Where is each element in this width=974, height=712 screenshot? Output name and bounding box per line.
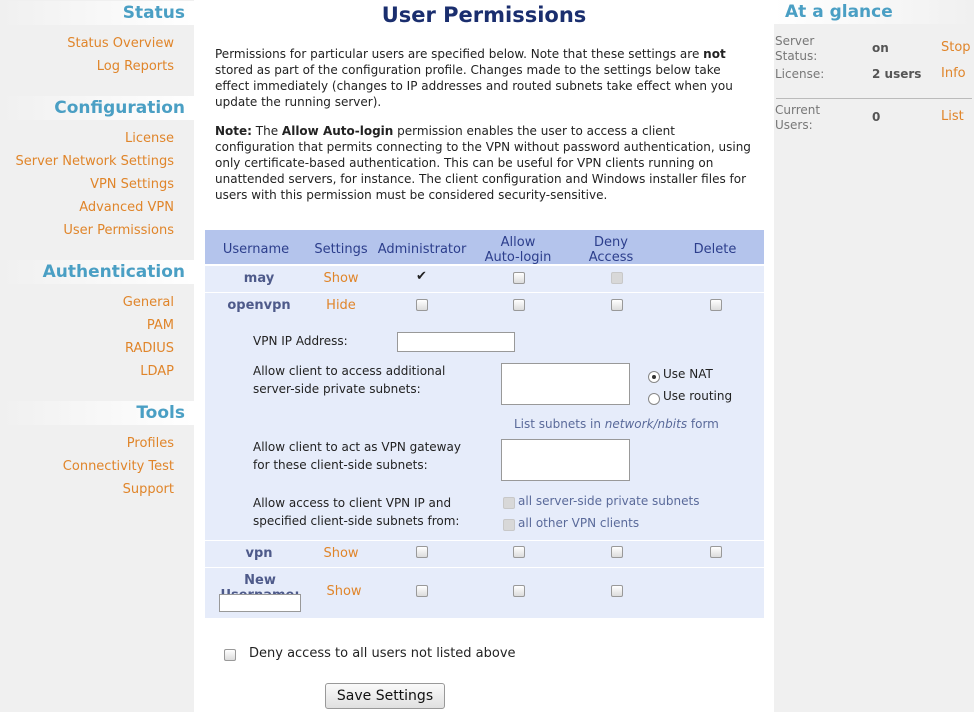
administrator-checkbox[interactable]: [416, 546, 428, 558]
use-nat-label: Use NAT: [663, 367, 713, 381]
hint-italic: network/nbits: [604, 417, 688, 431]
current-users-label: [775, 103, 820, 133]
use-nat-radio[interactable]: [648, 371, 660, 383]
sidebar-item-radius[interactable]: RADIUS: [124, 341, 174, 356]
autologin-checkbox[interactable]: [513, 272, 525, 284]
sidebar-heading-tools: Tools: [0, 401, 194, 425]
sidebar-item-vpn-settings[interactable]: VPN Settings: [90, 177, 174, 192]
sidebar: [0, 0, 194, 712]
note-paragraph: [215, 123, 755, 203]
username-cell: openvpn: [227, 298, 291, 313]
sidebar-heading-status: Status: [0, 1, 194, 25]
sidebar-item-user-permissions[interactable]: User Permissions: [63, 223, 174, 238]
header-username: Username: [222, 242, 290, 257]
settings-show-link[interactable]: Show: [323, 271, 359, 286]
sidebar-item-status-overview[interactable]: Status Overview: [67, 36, 174, 51]
deny-access-checkbox[interactable]: [611, 546, 623, 558]
note-label: Note:: [215, 124, 252, 138]
server-status-label-line1: Server: [775, 34, 815, 48]
sidebar-item-support[interactable]: Support: [122, 482, 174, 497]
gateway-label-line1: Allow client to act as VPN gateway: [253, 440, 461, 454]
sidebar-item-ldap[interactable]: LDAP: [140, 364, 174, 379]
current-users-label-line2: Users:: [775, 118, 813, 132]
server-subnets-access-label: all server-side private subnets: [518, 494, 700, 508]
sidebar-heading-authentication: Authentication: [0, 260, 194, 284]
settings-hide-link[interactable]: Hide: [326, 298, 356, 313]
license-value: 2 users: [872, 67, 922, 81]
sidebar-item-log-reports[interactable]: Log Reports: [96, 59, 174, 74]
deny-access-checkbox[interactable]: [611, 585, 623, 597]
table-row: [205, 266, 764, 292]
note-text-continued: permission enables the user to access a client configuration that permits connecting to the VPN without password authentication, using only certificate-based authentication. This can be useful for VPN clients running on unattended servers, for instance. The client configuration and Windows installer files for users with this permission must be considered security-sensitive.: [215, 124, 751, 202]
list-users-link[interactable]: List: [941, 109, 964, 124]
header-delete: Delete: [693, 242, 737, 257]
use-routing-radio[interactable]: [648, 393, 660, 405]
administrator-checkbox[interactable]: [416, 585, 428, 597]
intro-text-continued: stored as part of the configuration profile. Changes made to the settings below take effect immediately (changes to IP addresses and routed subnets take effect when you update the running server).: [215, 63, 733, 109]
intro-emphasis: not: [703, 47, 726, 61]
license-label: License:: [775, 67, 825, 81]
note-emphasis: Allow Auto-login: [281, 124, 394, 138]
subnet-format-hint: [514, 417, 719, 431]
sidebar-section-status: [0, 1, 194, 78]
page-title: User Permissions: [381, 3, 587, 27]
new-user-row: [205, 568, 764, 618]
vpn-clients-access-label: all other VPN clients: [518, 516, 640, 530]
gateway-label: [253, 438, 461, 474]
sidebar-item-pam[interactable]: PAM: [146, 318, 174, 333]
deny-access-checkbox: [611, 272, 623, 284]
header-settings: Settings: [314, 242, 368, 257]
autologin-checkbox[interactable]: [513, 546, 525, 558]
deny-access-checkbox[interactable]: [611, 299, 623, 311]
use-routing-label: Use routing: [663, 389, 733, 403]
header-deny-access: [571, 235, 651, 265]
delete-checkbox[interactable]: [710, 546, 722, 558]
header-administrator: Administrator: [377, 242, 467, 257]
subnets-label-line1: Allow client to access additional: [253, 364, 446, 378]
current-users-label-line1: Current: [775, 103, 821, 117]
table-row: [205, 541, 764, 567]
username-cell: vpn: [245, 546, 273, 561]
autologin-checkbox[interactable]: [513, 299, 525, 311]
save-settings-button[interactable]: Save Settings: [325, 683, 445, 709]
sidebar-item-license[interactable]: License: [124, 131, 174, 146]
sidebar-heading-configuration: Configuration: [0, 96, 194, 120]
username-cell: may: [243, 271, 275, 286]
hint-prefix: List subnets in: [514, 417, 605, 431]
vpn-clients-access-checkbox[interactable]: [503, 519, 515, 531]
stop-server-link[interactable]: Stop: [941, 40, 971, 55]
current-users-value: 0: [872, 110, 881, 124]
settings-show-link[interactable]: Show: [323, 546, 359, 561]
gateway-label-line2: for these client-side subnets:: [253, 458, 428, 472]
header-deny-line1: Deny: [594, 235, 628, 250]
sidebar-item-general[interactable]: General: [122, 295, 174, 310]
access-label: [253, 494, 459, 530]
vpn-ip-input[interactable]: [397, 332, 515, 352]
at-a-glance-panel: [774, 0, 974, 712]
header-autologin-line1: Allow: [500, 235, 536, 250]
deny-all-label: Deny access to all users not listed above: [249, 646, 516, 661]
sidebar-item-profiles[interactable]: Profiles: [126, 436, 174, 451]
administrator-checkbox[interactable]: [416, 299, 428, 311]
access-label-line2: specified client-side subnets from:: [253, 514, 460, 528]
access-label-line1: Allow access to client VPN IP and: [253, 496, 452, 510]
server-subnets-textarea[interactable]: [501, 363, 630, 405]
client-subnets-textarea[interactable]: [501, 439, 630, 481]
header-autologin-line2: Auto-login: [484, 250, 552, 265]
autologin-checkbox[interactable]: [513, 585, 525, 597]
administrator-checkmark: ✔: [416, 269, 427, 284]
sidebar-section-authentication: [0, 260, 194, 383]
sidebar-item-advanced-vpn[interactable]: Advanced VPN: [79, 200, 174, 215]
vpn-ip-label: VPN IP Address:: [253, 334, 348, 348]
glance-title: At a glance: [774, 0, 974, 24]
deny-all-checkbox[interactable]: [224, 649, 236, 661]
sidebar-section-configuration: [0, 96, 194, 242]
server-status-value: on: [872, 41, 889, 55]
server-subnets-access-checkbox[interactable]: [503, 497, 515, 509]
main-content: [194, 0, 774, 712]
header-autologin: [475, 235, 561, 265]
sidebar-item-server-network-settings[interactable]: Server Network Settings: [15, 154, 174, 169]
table-header: [205, 230, 764, 264]
new-username-input[interactable]: [219, 594, 301, 612]
subnets-label: [253, 362, 445, 398]
delete-checkbox[interactable]: [710, 299, 722, 311]
server-status-label-line2: Status:: [775, 49, 818, 63]
sidebar-item-connectivity-test[interactable]: Connectivity Test: [62, 459, 174, 474]
new-username-label: New: [244, 573, 276, 588]
header-deny-line2: Access: [588, 250, 634, 265]
server-status-label: [775, 34, 817, 64]
subnets-label-line2: server-side private subnets:: [253, 382, 421, 396]
table-row-expanded: [205, 293, 764, 540]
hint-suffix: form: [687, 417, 719, 431]
settings-show-link[interactable]: Show: [326, 584, 362, 599]
intro-paragraph: [215, 46, 755, 110]
sidebar-section-tools: [0, 401, 194, 501]
glance-divider: [776, 98, 972, 99]
intro-text: Permissions for particular users are specified below. Note that these settings are: [215, 47, 704, 61]
license-info-link[interactable]: Info: [941, 66, 966, 81]
note-text: The: [251, 124, 282, 138]
